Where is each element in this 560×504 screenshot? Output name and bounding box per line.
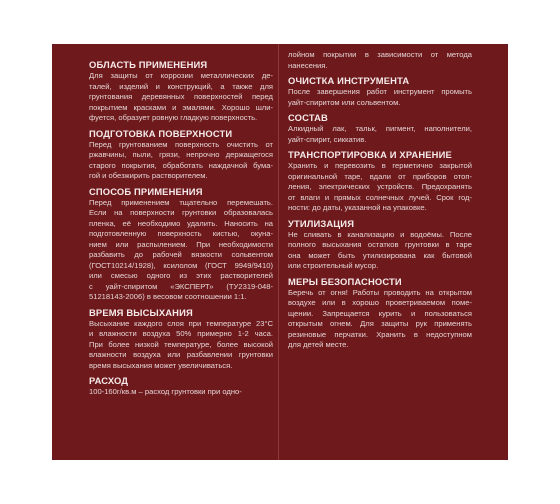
text-line: ления, электрических устройств. Предохранять [288, 182, 472, 191]
section-heading: ТРАНСПОРТИРОВКА И ХРАНЕНИЕ [288, 149, 452, 160]
section [288, 112, 472, 145]
text-line: с уайт-спиритом «ЭКСПЕРТ» (ТУ2319-048- [89, 281, 273, 291]
text-line: оригинальной таре, вдали от приборов отоп- [288, 171, 472, 181]
section-body [288, 161, 472, 214]
section-heading: УТИЛИЗАЦИЯ [288, 217, 355, 229]
text-line: Высыхание каждого слоя при температуре 23°С [89, 318, 273, 328]
text-line: старого покрытия, обработать наждачной бума- [89, 160, 273, 170]
section [89, 186, 273, 303]
text-line: уайт-спиритом или сольвентом. [288, 97, 401, 107]
section [89, 375, 273, 398]
section-heading: МЕРЫ БЕЗОПАСНОСТИ [288, 275, 402, 287]
text-line: Для защиты от коррозии металлических де- [89, 71, 273, 80]
text-line: или смесью одного из этих растворителей [89, 271, 273, 280]
text-line: пленка, её необходимо удалить. Наносить на [89, 218, 273, 228]
text-line: Алкидный лак, тальк, пигмент, наполнители, [288, 124, 472, 133]
section-body [288, 230, 472, 272]
text-line: уайт-спирит, сиккатив. [288, 134, 367, 144]
text-line: ржавчины, пыли, грязи, непрочно держащегося [89, 150, 273, 159]
text-line: щении. Запрещается курить и пользоваться [288, 308, 472, 318]
text-line: или строительный мусор. [288, 261, 379, 270]
text-line: Беречь от огня! Работы проводить на открытом [288, 287, 472, 297]
text-line: ности: до даты, указанной на упаковке. [288, 203, 427, 212]
section-body [288, 50, 472, 71]
text-line: фуется, образует ровную гладкую поверхность. [89, 113, 258, 122]
section-body [288, 87, 472, 108]
left-column [89, 57, 273, 402]
section-body [288, 124, 472, 145]
text-line: 100-160г/кв.м – расход грунтовки при одно- [89, 387, 242, 396]
section-body [89, 198, 273, 303]
section [89, 128, 273, 182]
text-line: время высыхания может увеличиваться. [89, 360, 233, 370]
section [288, 50, 472, 71]
section-body [89, 140, 273, 182]
text-line: Хранить и перевозить в герметично закрытой [288, 161, 472, 170]
text-line: открытым огнем. Для защиты рук применять [288, 319, 472, 328]
text-line: подготовленную поверхность кистью, окуна- [89, 229, 273, 238]
right-column [288, 50, 472, 355]
section [288, 218, 472, 272]
section-body [89, 71, 273, 124]
text-line: гой и обезжирить растворителем. [89, 171, 208, 180]
section [288, 75, 472, 108]
text-line: покрытием красками и эмалями. Хорошо шли- [89, 102, 273, 112]
text-line: После завершения работ инструмент промыть [288, 87, 472, 96]
text-line: 51218143-2006) в весовом соотношении 1:1. [89, 292, 247, 301]
text-line: для детей месте. [288, 340, 349, 349]
text-line: влажности воздуха или разбавлении грунтовки [89, 350, 273, 359]
section-heading: СПОСОБ ПРИМЕНЕНИЯ [89, 185, 203, 197]
text-line: грунтования деревянных поверхностей перед [89, 92, 273, 101]
text-line: и влажности воздуха 50% примерно 1-2 часа. [89, 329, 273, 338]
section [89, 307, 273, 372]
text-line: она может быть утилизирована как бытовой [288, 250, 472, 260]
section-heading: ВРЕМЯ ВЫСЫХАНИЯ [89, 306, 193, 318]
text-line: лойном покрытии в зависимости от метода [288, 50, 472, 59]
column-divider [278, 44, 279, 460]
section-body [89, 319, 273, 372]
section [288, 276, 472, 351]
section-heading: РАСХОД [89, 375, 129, 386]
text-line: талей, изделий и конструкций, а также для [89, 81, 273, 91]
section [288, 149, 472, 214]
section-heading: СОСТАВ [288, 112, 328, 123]
text-line: резиновые перчатки. Хранить в недоступном [288, 329, 472, 339]
text-line: (ГОСТ10214/1928), ксилолом (ГОСТ 9949/9410) [89, 260, 273, 270]
label-panel [52, 44, 508, 460]
section-heading: ОБЛАСТЬ ПРИМЕНЕНИЯ [89, 59, 208, 70]
text-line: нанесения. [288, 60, 328, 70]
section-body [288, 288, 472, 351]
section [89, 59, 273, 124]
section-body [89, 387, 273, 398]
text-line: Не сливать в канализацию и водоёмы. После [288, 229, 472, 239]
section-heading: ОЧИСТКА ИНСТРУМЕНТА [288, 75, 410, 86]
text-line: разбавить до рабочей вязкости сольвентом [89, 250, 273, 259]
text-line: Перед грунтованием поверхность очистить от [89, 139, 273, 149]
text-line: воздухе или в хорошо проветриваемом поме- [288, 298, 472, 307]
text-line: полного высыхания остатков грунтовки в таре [288, 240, 472, 249]
section-heading: ПОДГОТОВКА ПОВЕРХНОСТИ [89, 127, 233, 139]
text-line: нием или распылением. При необходимости [89, 239, 273, 249]
text-line: Перед применением тщательно перемешать. [89, 197, 273, 207]
text-line: от влаги и прямых солнечных лучей. Срок год- [288, 192, 472, 202]
text-line: Если на поверхности грунтовки образовалась [89, 208, 273, 217]
text-line: При более низкой температуре, более высокой [89, 339, 273, 349]
